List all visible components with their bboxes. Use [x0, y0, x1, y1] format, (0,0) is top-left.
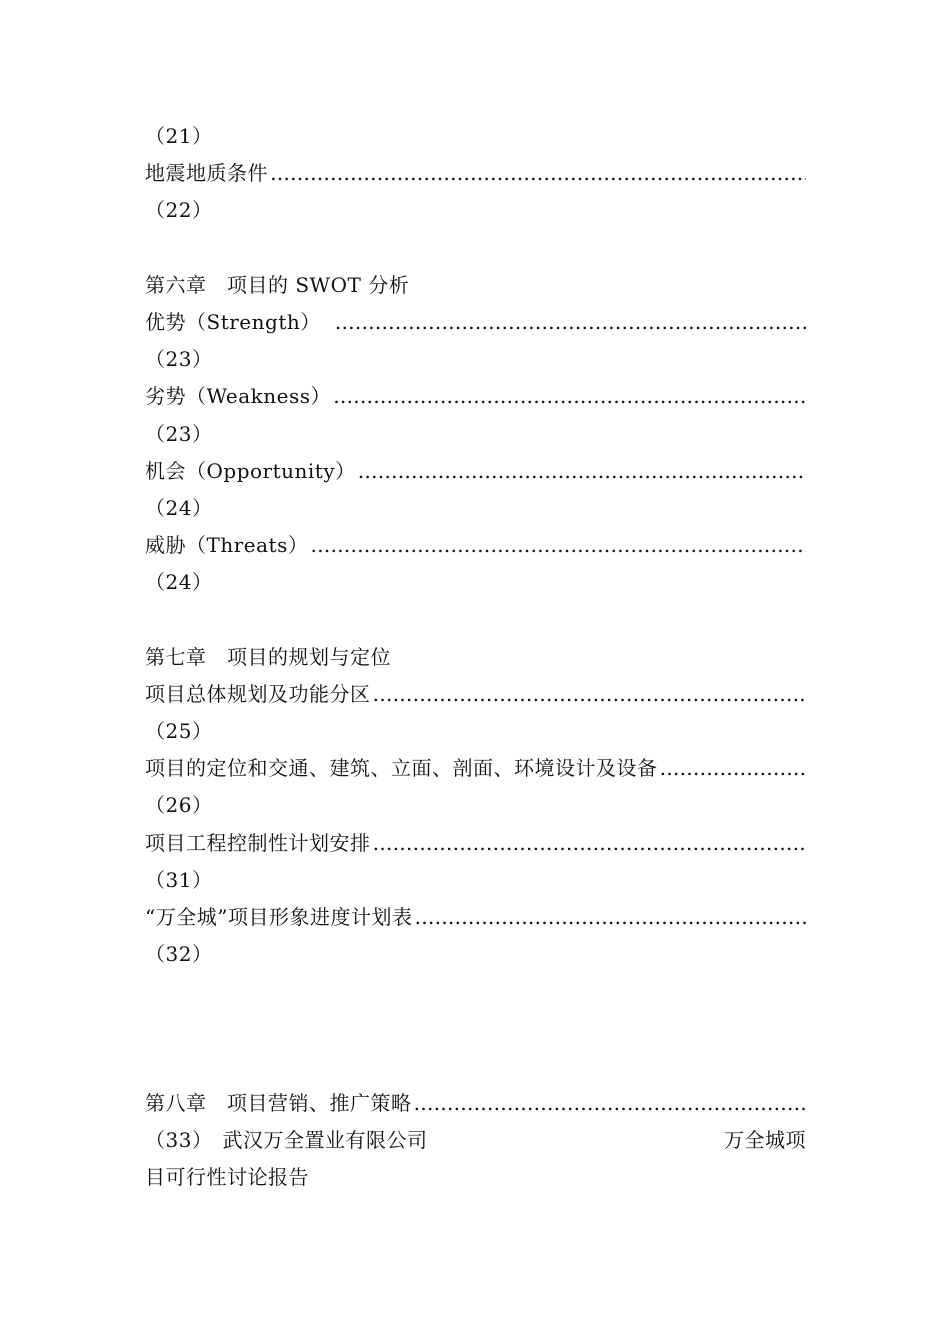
toc-page-number [145, 936, 806, 973]
toc-entry-seismic [145, 155, 806, 192]
toc-entry-page: （23） [145, 347, 213, 372]
dot-leader [660, 750, 807, 787]
chapter-heading-6 [145, 267, 806, 304]
toc-entry-page: （24） [145, 495, 213, 520]
toc-entry-title: 地震地质条件 [145, 161, 268, 186]
chapter-title: 第六章 项目的 SWOT 分析 [145, 272, 410, 297]
chapter-heading-8 [145, 1085, 806, 1122]
toc-entry-title: “万全城”项目形象进度计划表 [145, 904, 413, 929]
toc-entry-title: 项目工程控制性计划安排 [145, 830, 371, 855]
toc-entry-overall-planning [145, 676, 806, 713]
dot-leader [310, 527, 806, 564]
toc-page-number [145, 192, 806, 229]
toc-entry-engineering-schedule [145, 825, 806, 862]
toc-entry-title: 威胁（Threats） [145, 533, 309, 558]
toc-page-21: （21） [145, 124, 213, 148]
table-of-contents [145, 118, 806, 1196]
toc-entry-page: （22） [145, 198, 213, 223]
blank-line [145, 601, 806, 638]
page-footer-line [145, 1122, 806, 1159]
toc-entry-page: （25） [145, 719, 213, 743]
toc-entry-page: （23） [145, 421, 213, 446]
toc-page-number [145, 490, 806, 527]
toc-page-number [145, 118, 806, 155]
toc-entry-strength [145, 304, 806, 341]
dot-leader [270, 155, 806, 192]
dot-leader [358, 453, 806, 490]
toc-page-number [145, 787, 806, 824]
toc-entry-positioning-design [145, 750, 806, 787]
toc-entry-title: 优势（Strength） [145, 309, 321, 334]
dot-leader [373, 825, 807, 862]
toc-entry-title: 项目的定位和交通、建筑、立面、剖面、环境设计及设备 [145, 756, 658, 781]
blank-line [145, 230, 806, 267]
chapter-title: 第七章 项目的规划与定位 [145, 644, 391, 669]
report-title-part2: 目可行性讨论报告 [145, 1165, 309, 1190]
toc-entry-title: 劣势（Weakness） [145, 384, 332, 409]
toc-page-number [145, 416, 806, 453]
toc-entry-page: （24） [145, 570, 213, 595]
toc-page-number [145, 862, 806, 899]
dot-leader [414, 1085, 807, 1122]
toc-entry-threats [145, 527, 806, 564]
chapter8-page: （33） [145, 1128, 213, 1153]
toc-page-number [145, 713, 806, 750]
toc-entry-progress-plan [145, 899, 806, 936]
footer-left [145, 1122, 427, 1159]
toc-page-number [145, 564, 806, 601]
toc-entry-title: 机会（Opportunity） [145, 458, 356, 483]
dot-leader [335, 304, 806, 341]
toc-entry-page: （26） [145, 793, 213, 818]
report-title-continuation [145, 1159, 806, 1196]
company-name: 武汉万全置业有限公司 [222, 1128, 428, 1153]
toc-page-number [145, 341, 806, 378]
toc-entry-opportunity [145, 453, 806, 490]
toc-entry-title: 项目总体规划及功能分区 [145, 681, 371, 706]
blank-lines [145, 973, 806, 1085]
toc-entry-weakness [145, 378, 806, 415]
toc-entry-page: （31） [145, 867, 213, 892]
chapter-title: 第八章 项目营销、推广策略 [145, 1090, 412, 1115]
dot-leader [333, 378, 806, 415]
chapter-heading-7 [145, 639, 806, 676]
report-title-part1: 万全城项 [724, 1128, 806, 1153]
toc-entry-page: （32） [145, 942, 213, 967]
dot-leader [414, 899, 806, 936]
dot-leader [373, 676, 807, 713]
